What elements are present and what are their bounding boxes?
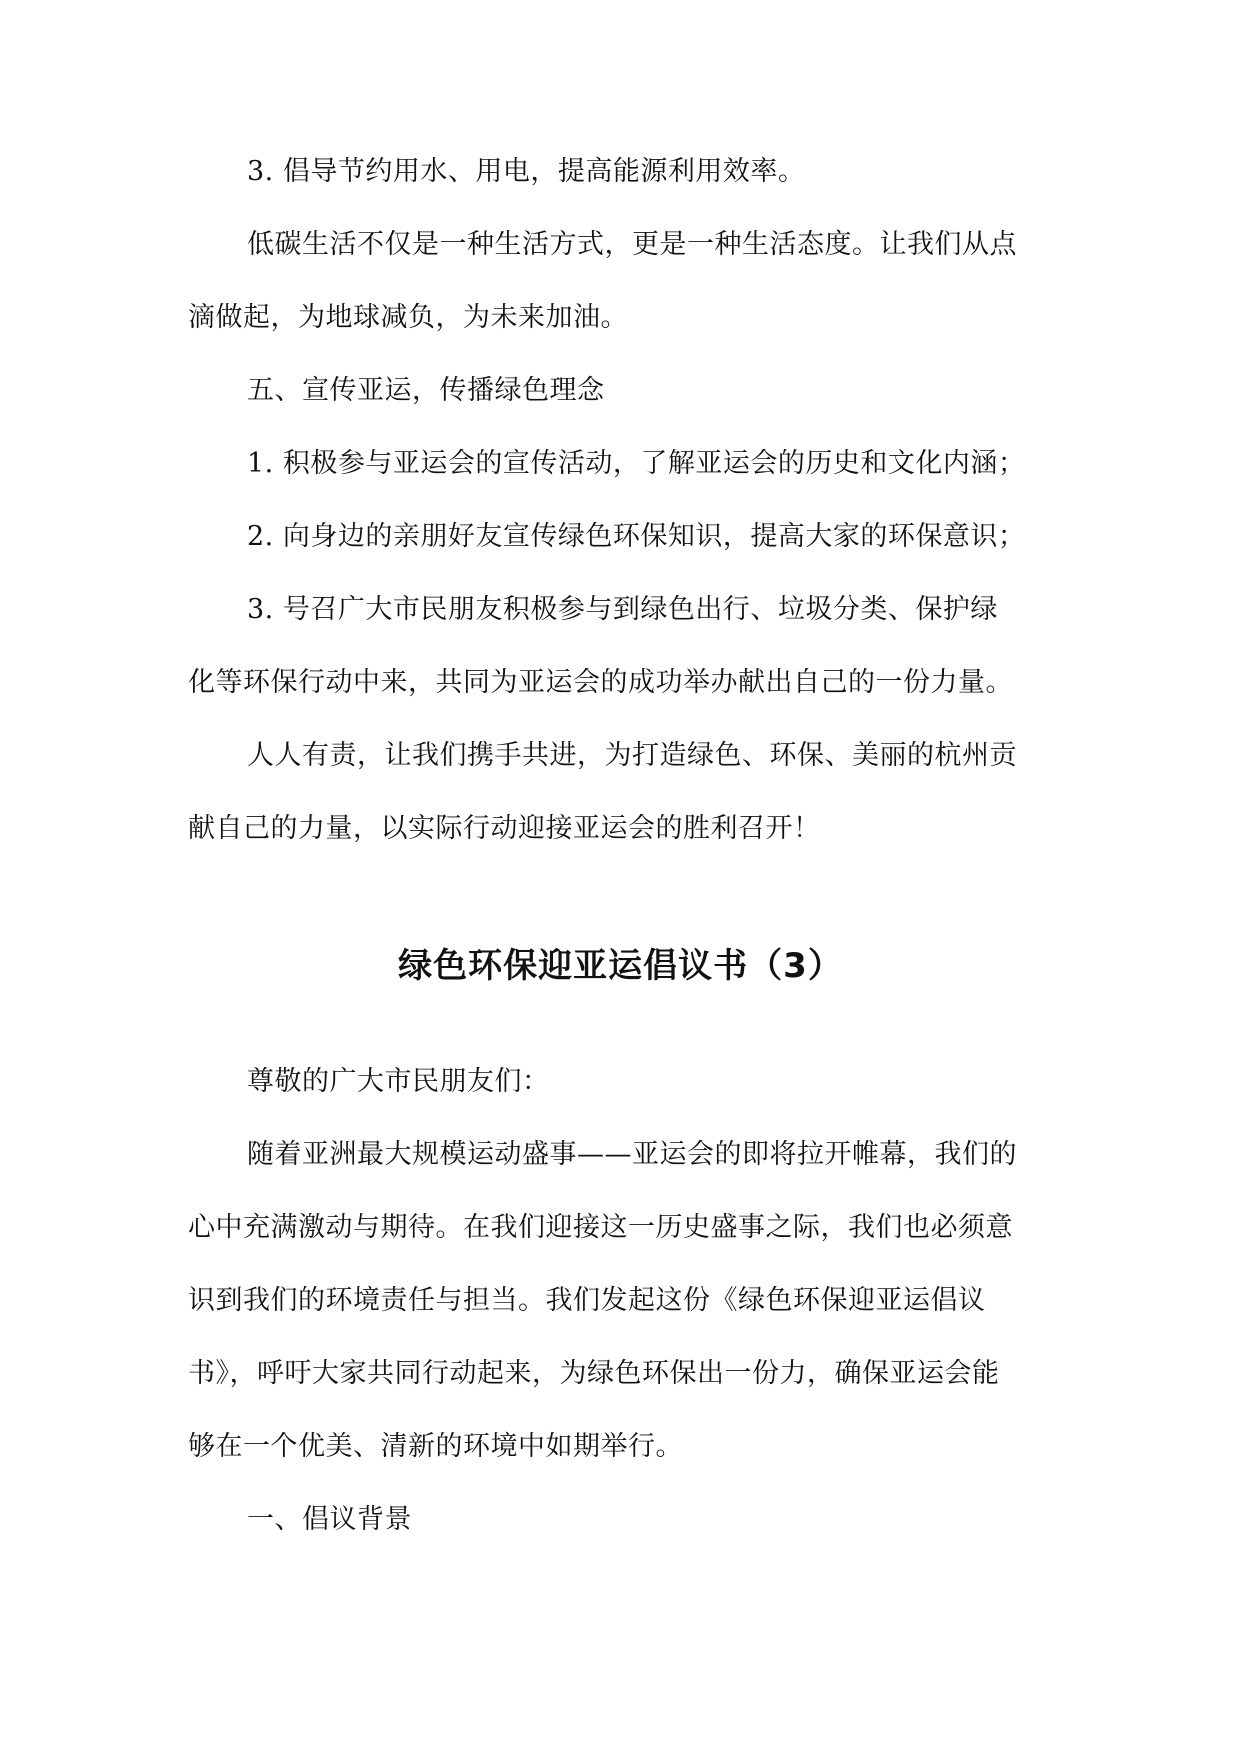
closing-paragraph-line-1: 人人有责，让我们携手共进，为打造绿色、环保、美丽的杭州贡 — [247, 740, 1017, 771]
closing-paragraph-line-2: 献自己的力量，以实际行动迎接亚运会的胜利召开！ — [188, 813, 821, 844]
list-item-awareness: 2. 向身边的亲朋好友宣传绿色环保知识，提高大家的环保意识； — [247, 521, 1026, 552]
salutation: 尊敬的广大市民朋友们： — [247, 1066, 550, 1097]
intro-paragraph-line-2: 心中充满激动与期待。在我们迎接这一历史盛事之际，我们也必须意 — [188, 1212, 1013, 1243]
section-heading-1: 一、倡议背景 — [247, 1504, 412, 1535]
list-item-call-line-1: 3. 号召广大市民朋友积极参与到绿色出行、垃圾分类、保护绿 — [247, 594, 998, 625]
document-title: 绿色环保迎亚运倡议书（3） — [398, 946, 843, 986]
intro-paragraph-line-5: 够在一个优美、清新的环境中如期举行。 — [188, 1431, 683, 1462]
section-heading-5: 五、宣传亚运，传播绿色理念 — [247, 375, 605, 406]
intro-paragraph-line-3: 识到我们的环境责任与担当。我们发起这份《绿色环保迎亚运倡议 — [188, 1285, 986, 1316]
list-item-saving: 3. 倡导节约用水、用电，提高能源利用效率。 — [247, 156, 806, 187]
list-item-promotion: 1. 积极参与亚运会的宣传活动，了解亚运会的历史和文化内涵； — [247, 448, 1026, 479]
paragraph-lowcarbon-line-1: 低碳生活不仅是一种生活方式，更是一种生活态度。让我们从点 — [247, 229, 1017, 260]
paragraph-lowcarbon-line-2: 滴做起，为地球减负，为未来加油。 — [188, 302, 628, 333]
intro-paragraph-line-1: 随着亚洲最大规模运动盛事——亚运会的即将拉开帷幕，我们的 — [247, 1139, 1017, 1170]
intro-paragraph-line-4: 书》，呼吁大家共同行动起来，为绿色环保出一份力，确保亚运会能 — [188, 1358, 1000, 1389]
list-item-call-line-2: 化等环保行动中来，共同为亚运会的成功举办献出自己的一份力量。 — [188, 667, 1013, 698]
